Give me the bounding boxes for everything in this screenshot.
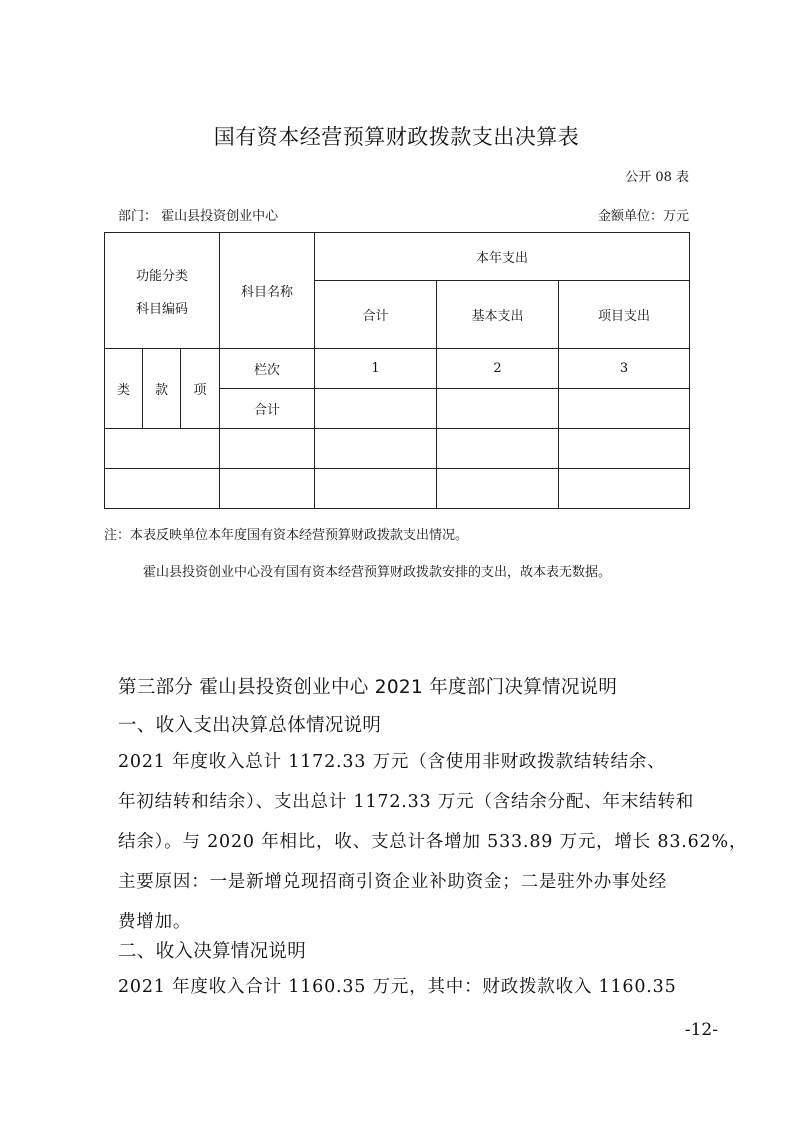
paragraph-income-expense [118, 742, 747, 942]
paragraph-line: 年初结转和结余）、支出总计 1172.33 万元（含结余分配、年末结转和 [118, 792, 695, 812]
paragraph-line: 2021 年度收入合计 1160.35 万元，其中：财政拨款收入 1160.35 [118, 977, 677, 997]
subsection-title-1: 一、收入支出决算总体情况说明 [118, 715, 382, 736]
page-number: -12- [684, 1020, 718, 1040]
paragraph-income [118, 967, 677, 1007]
paragraph-line: 2021 年度收入总计 1172.33 万元（含使用非财政拨款结转结余、 [118, 752, 666, 772]
total-row-label: 合计 [220, 389, 315, 429]
xiang-header: 项 [181, 349, 220, 429]
table-title: 国有资本经营预算财政拨款支出决算表 [213, 125, 580, 149]
basic-expense-header: 基本支出 [437, 281, 559, 349]
subsection-title-2: 二、收入决算情况说明 [118, 941, 307, 962]
empty-cell [559, 469, 690, 509]
empty-cell [559, 429, 690, 469]
subject-name-header: 科目名称 [220, 233, 315, 349]
lei-header: 类 [105, 349, 143, 429]
expenditure-table [104, 232, 690, 509]
paragraph-line: 主要原因：一是新增兑现招商引资企业补助资金；二是驻外办事处经 [118, 872, 667, 892]
department-label: 部门： 霍山县投资创业中心 [118, 209, 279, 224]
current-year-expense-header: 本年支出 [315, 233, 690, 281]
function-class-header [105, 233, 220, 349]
section-title: 第三部分 霍山县投资创业中心 2021 年度部门决算情况说明 [118, 677, 618, 698]
empty-cell [220, 429, 315, 469]
column-index-3: 3 [559, 349, 690, 389]
empty-cell [437, 469, 559, 509]
empty-cell [315, 469, 437, 509]
column-index-label: 栏次 [220, 349, 315, 389]
empty-cell [220, 469, 315, 509]
table-no-data-note: 霍山县投资创业中心没有国有资本经营预算财政拨款安排的支出，故本表无数据。 [143, 565, 612, 580]
unit-label: 金额单位：万元 [597, 209, 689, 224]
project-expense-header: 项目支出 [559, 281, 690, 349]
paragraph-line: 结余）。与 2020 年相比，收、支总计各增加 533.89 万元，增长 83.62%， [118, 832, 748, 852]
empty-cell [105, 469, 220, 509]
total-row-cell [559, 389, 690, 429]
kuan-header: 款 [143, 349, 181, 429]
column-index-2: 2 [437, 349, 559, 389]
function-class-label: 功能分类 [135, 268, 188, 284]
total-row-cell [315, 389, 437, 429]
total-row-cell [437, 389, 559, 429]
total-header: 合计 [315, 281, 437, 349]
empty-cell [315, 429, 437, 469]
paragraph-line: 费增加。 [118, 912, 192, 932]
subject-code-label: 科目编码 [135, 301, 188, 317]
column-index-1: 1 [315, 349, 437, 389]
table-note: 注：本表反映单位本年度国有资本经营预算财政拨款支出情况。 [104, 528, 469, 543]
empty-cell [105, 429, 220, 469]
table-number: 公开 08 表 [625, 170, 689, 185]
empty-cell [437, 429, 559, 469]
